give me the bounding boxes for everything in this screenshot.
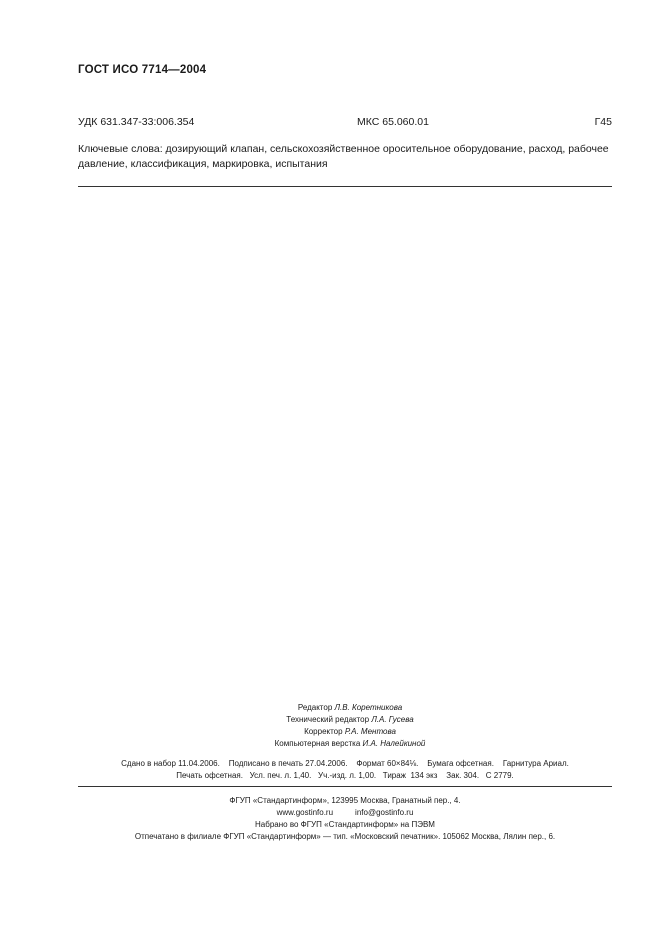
credit-name: И.А. Налейкиной [362, 739, 426, 748]
printed-note: Отпечатано в филиале ФГУП «Стандартинформ» — тип. «Московский печатник». 105062 Москва, Лялин пер., 6. [134, 832, 556, 841]
divider-top [78, 186, 612, 187]
credit-name: Р.А. Ментова [344, 727, 396, 736]
divider-bottom [78, 786, 612, 787]
publishing-line-2: Печать офсетная. Усл. печ. л. 1,40. Уч.-изд. л. 1,00. Тираж 134 экз Зак. 304. С 2779. [176, 771, 514, 780]
email-link: info@gostinfo.ru [355, 808, 414, 817]
group-code: Г45 [594, 116, 612, 128]
credits-block [200, 702, 500, 750]
credit-corrector [200, 726, 500, 738]
mks-code: МКС 65.060.01 [357, 116, 429, 128]
credit-name: Л.В. Коретникова [334, 703, 403, 712]
keywords: Ключевые слова: дозирующий клапан, сельскохозяйственное оросительное оборудование, расход, рабочее давление, классификация, маркировка, испытания [78, 143, 609, 170]
publisher-address: ФГУП «Стандартинформ», 123995 Москва, Гранатный пер., 4. [229, 796, 461, 805]
typeset-note: Набрано во ФГУП «Стандартинформ» на ПЭВМ [255, 820, 435, 829]
publishing-info [78, 758, 612, 782]
publisher-info [78, 795, 612, 843]
standard-code: ГОСТ ИСО 7714—2004 [78, 64, 207, 76]
credit-editor [200, 702, 500, 714]
website-link: www.gostinfo.ru [276, 808, 334, 817]
credit-name: Л.А. Гусева [371, 715, 414, 724]
credit-label: Компьютерная верстка [274, 739, 361, 748]
credit-layout [200, 738, 500, 750]
credit-tech-editor [200, 714, 500, 726]
credit-label: Технический редактор [286, 715, 370, 724]
udk-code: УДК 631.347-33:006.354 [78, 116, 195, 128]
credit-label: Редактор [297, 703, 333, 712]
credit-label: Корректор [304, 727, 343, 736]
publisher-contacts [78, 807, 612, 819]
publishing-line-1: Сдано в набор 11.04.2006. Подписано в печать 27.04.2006. Формат 60×84⅛. Бумага офсетная. Гарнитура Ариал. [121, 759, 569, 768]
